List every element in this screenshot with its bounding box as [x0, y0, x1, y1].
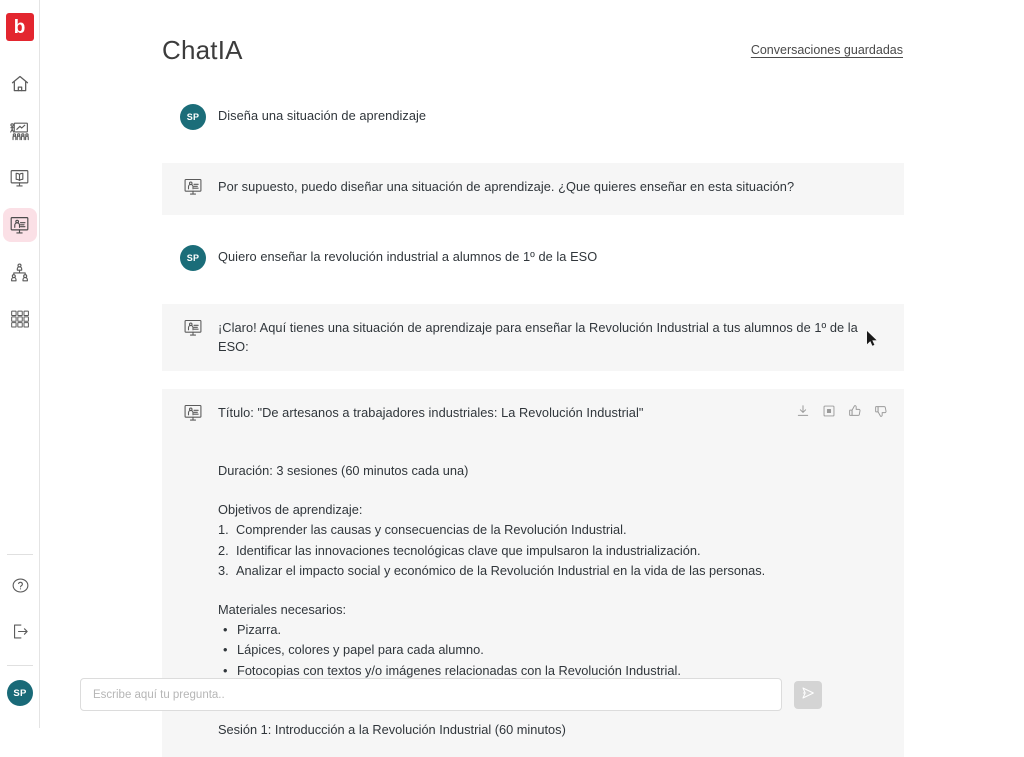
sidebar-item-home[interactable] — [3, 67, 37, 101]
sidebar-item-groups[interactable] — [3, 255, 37, 289]
logout-icon — [11, 622, 30, 646]
grid-apps-icon — [10, 309, 30, 329]
sidebar — [0, 0, 40, 728]
spacer — [162, 371, 904, 389]
list-item — [218, 620, 886, 639]
list-item — [218, 561, 886, 580]
spacer — [218, 739, 886, 757]
sidebar-item-chat-ia[interactable] — [3, 208, 37, 242]
list-marker: • — [223, 662, 228, 678]
monitor-teacher-icon — [9, 215, 30, 236]
sidebar-item-logout[interactable] — [3, 617, 37, 651]
message-assistant — [162, 304, 904, 371]
thumbs-down-icon[interactable] — [873, 403, 888, 418]
list-item — [218, 541, 886, 560]
assistant-avatar-icon — [180, 400, 206, 426]
spacer — [162, 215, 904, 233]
list-text: Comprender las causas y consecuencias de la Revolución Industrial. — [236, 522, 627, 538]
answer-title: Título: "De artesanos a trabajadores industriales: La Revolución Industrial" — [218, 405, 644, 421]
sidebar-divider-top — [7, 554, 33, 555]
send-icon — [800, 685, 816, 704]
list-text: Lápices, colores y papel para cada alumno. — [237, 642, 484, 658]
sidebar-item-classroom[interactable] — [3, 114, 37, 148]
list-item — [218, 640, 886, 659]
list-text: Pizarra. — [237, 622, 282, 638]
save-icon[interactable] — [821, 403, 836, 418]
list-marker: • — [223, 642, 228, 658]
list-item — [218, 661, 886, 680]
page-header — [162, 28, 903, 72]
list-text: Identificar las innovaciones tecnológicas clave que impulsaron la industrialización. — [236, 542, 701, 558]
message-text: Quiero enseñar la revolución industrial a alumnos de 1º de la ESO — [218, 249, 598, 264]
saved-conversations-link[interactable]: Conversaciones guardadas — [750, 43, 903, 57]
list-marker: 3. — [218, 562, 229, 578]
answer-objectives-heading: Objetivos de aprendizaje: — [218, 502, 363, 518]
list-text: Analizar el impacto social y económico de la Revolución Industrial en la vida de las personas. — [236, 562, 766, 578]
assistant-avatar-icon — [180, 174, 206, 200]
sidebar-divider-bottom — [7, 665, 33, 666]
answer-session-1: Sesión 1: Introducción a la Revolución Industrial (60 minutos) — [218, 721, 566, 737]
spacer — [162, 145, 904, 163]
message-assistant — [162, 163, 904, 215]
home-icon — [10, 74, 30, 94]
spacer — [162, 286, 904, 304]
answer-duration: Duración: 3 sesiones (60 minutos cada una) — [218, 463, 469, 479]
question-input[interactable] — [80, 678, 782, 711]
download-icon[interactable] — [795, 403, 810, 418]
page-title: ChatIA — [162, 34, 243, 65]
composer — [80, 678, 822, 711]
sidebar-avatar[interactable]: SP — [7, 680, 33, 706]
answer-body — [162, 461, 904, 757]
message-text: ¡Claro! Aquí tienes una situación de aprendizaje para enseñar la Revolución Industrial a tus alumnos de 1º de la ESO: — [218, 320, 858, 354]
thumbs-up-icon[interactable] — [847, 403, 862, 418]
help-circle-icon — [11, 576, 30, 600]
chat-thread — [162, 92, 904, 737]
classroom-presentation-icon — [9, 121, 30, 142]
message-text: Diseña una situación de aprendizaje — [218, 108, 427, 123]
answer-objectives-list — [218, 520, 886, 580]
sidebar-item-help[interactable] — [3, 571, 37, 605]
sidebar-item-resources[interactable] — [3, 161, 37, 195]
sidebar-bottom — [0, 554, 40, 728]
message-user — [162, 233, 904, 286]
sidebar-nav — [3, 67, 37, 336]
list-item — [218, 520, 886, 539]
list-marker: 2. — [218, 542, 229, 558]
org-people-icon — [9, 262, 30, 283]
message-text: Por supuesto, puedo diseñar una situación de aprendizaje. ¿Que quieres enseñar en esta situación? — [218, 179, 795, 194]
answer-materials-heading: Materiales necesarios: — [218, 602, 347, 618]
answer-actions — [795, 403, 888, 418]
sidebar-item-apps[interactable] — [3, 302, 37, 336]
avatar: SP — [180, 245, 206, 271]
list-text: Fotocopias con textos y/o imágenes relacionadas con la Revolución Industrial. — [237, 662, 681, 678]
assistant-avatar-icon — [180, 315, 206, 341]
monitor-book-icon — [9, 168, 30, 189]
list-marker: 1. — [218, 522, 229, 538]
main-content — [40, 0, 1024, 737]
avatar: SP — [180, 104, 206, 130]
message-user — [162, 92, 904, 145]
brand-logo[interactable]: b — [6, 13, 34, 41]
send-button[interactable] — [794, 681, 822, 709]
list-marker: • — [223, 622, 228, 638]
